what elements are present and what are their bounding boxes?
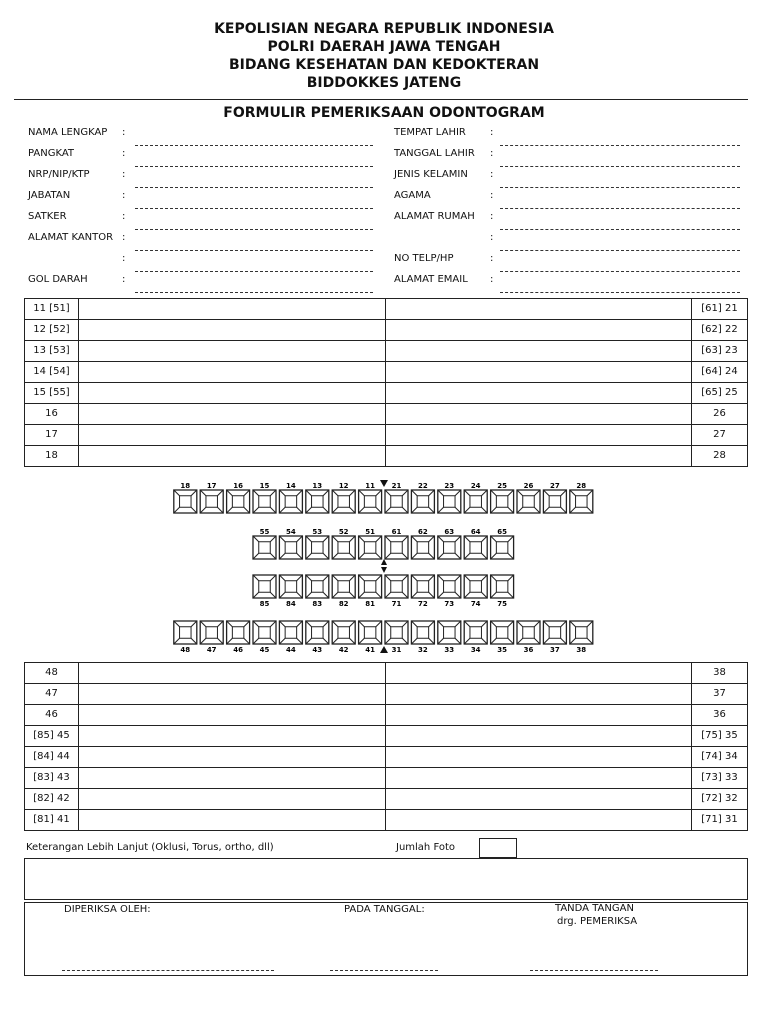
tooth-number-left: 48 [25,663,79,684]
tooth-number-left: [81] 41 [25,810,79,831]
tooth-label: 84 [286,600,296,608]
tooth-number-right: 36 [692,705,748,726]
tooth-number-right: [63] 23 [692,341,748,362]
tooth-label: 24 [470,482,481,490]
field-label-left: SATKER [28,211,67,222]
table-row [25,747,748,768]
tooth-notes-right[interactable] [385,446,692,467]
field-input-left[interactable] [135,250,373,251]
field-input-left[interactable] [135,229,373,230]
tooth-symbol[interactable] [464,621,487,644]
tooth-label: 72 [418,600,428,608]
field-colon: : [122,253,126,264]
tooth-label: 18 [180,482,191,490]
tooth-notes-right[interactable] [385,747,692,768]
tanggal-sign-line[interactable] [330,970,438,971]
tooth-label: 26 [523,482,534,490]
tooth-number-left: [84] 44 [25,747,79,768]
tooth-symbol[interactable] [174,621,197,644]
upper-teeth-table [24,298,748,467]
table-row [25,663,748,684]
tooth-label: 83 [312,600,323,608]
form-title: FORMULIR PEMERIKSAAN ODONTOGRAM [223,105,545,121]
tooth-notes-right[interactable] [385,789,692,810]
tooth-number-left: 17 [25,425,79,446]
tooth-number-left: 46 [25,705,79,726]
tooth-label: 38 [576,646,587,654]
tooth-label: 51 [365,528,375,536]
tooth-notes-left[interactable] [79,726,386,747]
tooth-symbol[interactable] [332,621,355,644]
tooth-notes-left[interactable] [79,362,386,383]
tooth-notes-right[interactable] [385,705,692,726]
tooth-symbol[interactable] [227,621,250,644]
tooth-symbol[interactable] [200,490,223,513]
tooth-number-right: [65] 25 [692,383,748,404]
tooth-label: 42 [338,646,349,654]
tooth-notes-right[interactable] [385,341,692,362]
tooth-number-left: 13 [53] [25,341,79,362]
tooth-label: 32 [418,646,428,654]
tooth-symbol[interactable] [279,621,302,644]
tooth-label: 12 [338,482,349,490]
field-input-right[interactable] [500,292,740,293]
tooth-notes-left[interactable] [79,810,386,831]
field-input-left[interactable] [135,145,373,146]
tooth-notes-left[interactable] [79,299,386,320]
tooth-number-left: [82] 42 [25,789,79,810]
field-input-right[interactable] [500,208,740,209]
tooth-number-left: 18 [25,446,79,467]
tooth-symbol[interactable] [332,490,355,513]
tooth-label: 82 [338,600,349,608]
lower-teeth-table [24,662,748,831]
tooth-label: 25 [497,482,507,490]
diperiksa-label: DIPERIKSA OLEH: [64,904,151,915]
field-colon: : [490,148,494,159]
tooth-label: 61 [391,528,402,536]
tooth-number-right: [62] 22 [692,320,748,341]
tooth-number-left: 12 [52] [25,320,79,341]
field-label-right: ALAMAT EMAIL [394,274,468,285]
tooth-number-left: [83] 43 [25,768,79,789]
tooth-symbol[interactable] [570,621,593,644]
tooth-label: 46 [233,646,243,654]
tooth-notes-right[interactable] [385,726,692,747]
tooth-notes-right[interactable] [385,684,692,705]
tooth-number-left: [85] 45 [25,726,79,747]
tooth-label: 54 [286,528,296,536]
header-line-1: KEPOLISIAN NEGARA REPUBLIK INDONESIA [214,21,554,37]
field-input-left[interactable] [135,271,373,272]
tooth-symbol[interactable] [279,536,302,559]
tooth-symbol[interactable] [411,490,434,513]
tooth-symbol[interactable] [332,575,355,598]
tooth-symbol[interactable] [227,490,250,513]
tooth-number-left: 14 [54] [25,362,79,383]
tooth-number-right: 37 [692,684,748,705]
field-input-left[interactable] [135,166,373,167]
tooth-label: 44 [286,646,296,654]
diperiksa-sign-line[interactable] [62,970,274,971]
tooth-notes-right[interactable] [385,362,692,383]
tooth-notes-left[interactable] [79,747,386,768]
field-colon: : [490,253,494,264]
keterangan-box[interactable] [24,858,748,900]
table-row [25,404,748,425]
tooth-label: 73 [444,600,455,608]
field-label-right: NO TELP/HP [394,253,454,264]
midline-arrow-up-icon [381,559,387,565]
tooth-notes-left[interactable] [79,383,386,404]
tooth-symbol[interactable] [438,536,461,559]
tooth-number-right: [74] 34 [692,747,748,768]
tooth-label: 55 [259,528,270,536]
field-label-left: PANGKAT [28,148,75,159]
table-row [25,768,748,789]
header-line-2: POLRI DAERAH JAWA TENGAH [267,39,501,55]
tooth-label: 31 [391,646,402,654]
field-label-right: AGAMA [394,190,431,201]
tooth-label: 16 [233,482,243,490]
table-row [25,299,748,320]
field-input-right[interactable] [500,250,740,251]
table-row [25,425,748,446]
tooth-label: 74 [470,600,481,608]
tooth-label: 52 [338,528,349,536]
tooth-label: 28 [576,482,587,490]
tooth-number-right: 38 [692,663,748,684]
tooth-symbol[interactable] [411,621,434,644]
tooth-label: 41 [365,646,375,654]
tooth-label: 64 [470,528,481,536]
tooth-label: 35 [497,646,507,654]
tooth-notes-right[interactable] [385,320,692,341]
tooth-number-right: [64] 24 [692,362,748,383]
midline-arrow-up-icon [380,646,388,653]
tooth-label: 45 [259,646,270,654]
tooth-number-right: [75] 35 [692,726,748,747]
tooth-symbol[interactable] [438,575,461,598]
tooth-symbol[interactable] [253,621,276,644]
tooth-symbol[interactable] [543,621,566,644]
field-colon: : [490,232,494,243]
jumlah-foto-label: Jumlah Foto [396,842,456,853]
field-colon: : [122,169,126,180]
field-label-right: TEMPAT LAHIR [394,127,466,138]
tooth-label: 11 [365,482,375,490]
table-row [25,383,748,404]
tooth-label: 37 [550,646,560,654]
tooth-symbol[interactable] [385,575,408,598]
tanda-tangan-label: TANDA TANGAN [555,903,634,914]
tooth-notes-right[interactable] [385,768,692,789]
header-line-3: BIDANG KESEHATAN DAN KEDOKTERAN [228,57,540,73]
field-label-right: ALAMAT RUMAH [394,211,475,222]
field-label-left: JABATAN [28,190,71,201]
header-line-4: BIDDOKKES JATENG [306,75,462,91]
field-colon: : [122,127,126,138]
tooth-label: 14 [286,482,296,490]
field-label-left: NRP/NIP/KTP [28,169,90,180]
field-label-right: TANGGAL LAHIR [394,148,475,159]
tooth-label: 53 [312,528,323,536]
field-input-right[interactable] [500,187,740,188]
odontogram-chart [0,478,768,656]
tooth-label: 13 [312,482,323,490]
tooth-number-left: 47 [25,684,79,705]
tooth-symbol[interactable] [491,621,514,644]
tooth-symbol[interactable] [464,536,487,559]
tooth-notes-left[interactable] [79,684,386,705]
field-input-left[interactable] [135,292,373,293]
table-row [25,684,748,705]
tooth-number-right: 26 [692,404,748,425]
field-colon: : [122,232,126,243]
field-colon: : [490,274,494,285]
tooth-symbol[interactable] [438,621,461,644]
pada-tanggal-label: PADA TANGGAL: [344,904,425,915]
tooth-label: 43 [312,646,323,654]
field-colon: : [490,127,494,138]
tooth-label: 47 [206,646,217,654]
field-colon: : [490,190,494,201]
tooth-number-left: 11 [51] [25,299,79,320]
field-input-left[interactable] [135,208,373,209]
field-input-right[interactable] [500,166,740,167]
tooth-notes-left[interactable] [79,404,386,425]
tooth-notes-right[interactable] [385,404,692,425]
tooth-number-left: 15 [55] [25,383,79,404]
tooth-notes-right[interactable] [385,663,692,684]
tooth-symbol[interactable] [359,536,382,559]
field-colon: : [122,148,126,159]
tooth-label: 62 [418,528,428,536]
tooth-notes-left[interactable] [79,789,386,810]
tooth-label: 22 [418,482,428,490]
tooth-label: 34 [470,646,481,654]
table-row [25,320,748,341]
tooth-label: 85 [259,600,270,608]
header-divider [14,99,748,100]
tooth-symbol[interactable] [385,536,408,559]
tooth-notes-left[interactable] [79,663,386,684]
tooth-label: 65 [497,528,507,536]
field-input-left[interactable] [135,187,373,188]
table-row [25,341,748,362]
tooth-number-right: 28 [692,446,748,467]
tooth-symbol[interactable] [359,490,382,513]
tooth-symbol[interactable] [385,490,408,513]
tooth-symbol[interactable] [491,575,514,598]
tooth-symbol[interactable] [359,621,382,644]
tooth-symbol[interactable] [464,490,487,513]
tooth-label: 63 [444,528,455,536]
field-label-left: GOL DARAH [28,274,88,285]
tooth-notes-right[interactable] [385,810,692,831]
tooth-notes-right[interactable] [385,383,692,404]
tooth-label: 17 [206,482,217,490]
tooth-number-right: [61] 21 [692,299,748,320]
tooth-symbol[interactable] [359,575,382,598]
tooth-number-right: [71] 31 [692,810,748,831]
field-colon: : [122,190,126,201]
tooth-symbol[interactable] [200,621,223,644]
keterangan-label: Keterangan Lebih Lanjut (Oklusi, Torus, ortho, dll) [26,842,274,853]
tooth-symbol[interactable] [174,490,197,513]
midline-arrow-down-icon [381,567,387,573]
tooth-number-right: [73] 33 [692,768,748,789]
tooth-label: 75 [497,600,507,608]
table-row [25,726,748,747]
field-colon: : [490,169,494,180]
tooth-label: 27 [550,482,560,490]
tooth-symbol[interactable] [253,490,276,513]
tooth-symbol[interactable] [491,490,514,513]
table-row [25,789,748,810]
field-input-right[interactable] [500,145,740,146]
tooth-notes-left[interactable] [79,705,386,726]
tooth-symbol[interactable] [332,536,355,559]
tooth-label: 33 [444,646,455,654]
table-row [25,362,748,383]
tooth-symbol[interactable] [411,575,434,598]
tooth-symbol[interactable] [306,621,329,644]
table-row [25,446,748,467]
pemeriksa-label: drg. PEMERIKSA [557,916,638,927]
tooth-symbol[interactable] [253,536,276,559]
field-colon: : [122,274,126,285]
field-label-right: JENIS KELAMIN [394,169,468,180]
tooth-notes-left[interactable] [79,425,386,446]
tooth-symbol[interactable] [517,490,540,513]
tooth-symbol[interactable] [279,490,302,513]
tooth-label: 48 [180,646,191,654]
tooth-symbol[interactable] [438,490,461,513]
tooth-notes-left[interactable] [79,446,386,467]
field-label-left: ALAMAT KANTOR [28,232,114,243]
tooth-label: 36 [523,646,534,654]
field-colon: : [122,211,126,222]
tooth-symbol[interactable] [411,536,434,559]
tooth-number-right: [72] 32 [692,789,748,810]
tooth-notes-right[interactable] [385,299,692,320]
jumlah-foto-box[interactable] [479,838,517,858]
tooth-label: 15 [259,482,270,490]
field-label-left: NAMA LENGKAP [28,127,108,138]
tooth-symbol[interactable] [491,536,514,559]
tooth-symbol[interactable] [253,575,276,598]
field-input-right[interactable] [500,271,740,272]
tooth-label: 81 [365,600,375,608]
tooth-label: 71 [391,600,402,608]
tanda-tangan-sign-line[interactable] [530,970,658,971]
tooth-number-right: 27 [692,425,748,446]
field-colon: : [490,211,494,222]
tooth-symbol[interactable] [543,490,566,513]
tooth-notes-left[interactable] [79,341,386,362]
tooth-notes-left[interactable] [79,768,386,789]
table-row [25,810,748,831]
midline-arrow-down-icon [380,480,388,487]
table-row [25,705,748,726]
tooth-notes-left[interactable] [79,320,386,341]
tooth-symbol[interactable] [517,621,540,644]
tooth-symbol[interactable] [385,621,408,644]
tooth-symbol[interactable] [306,536,329,559]
tooth-symbol[interactable] [464,575,487,598]
field-input-right[interactable] [500,229,740,230]
tooth-symbol[interactable] [306,490,329,513]
tooth-number-left: 16 [25,404,79,425]
tooth-label: 21 [391,482,402,490]
tooth-symbol[interactable] [306,575,329,598]
tooth-symbol[interactable] [279,575,302,598]
tooth-symbol[interactable] [570,490,593,513]
tooth-label: 23 [444,482,455,490]
tooth-notes-right[interactable] [385,425,692,446]
